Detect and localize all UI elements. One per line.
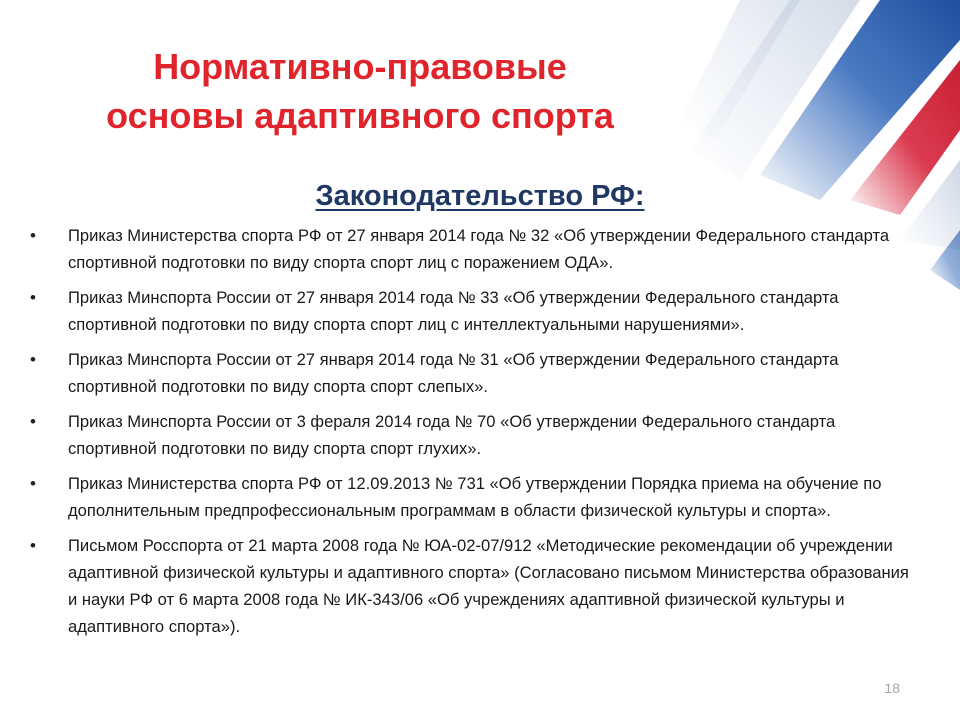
page-number: 18: [884, 680, 900, 696]
bullet-icon: •: [30, 350, 36, 369]
bullet-icon: •: [30, 474, 36, 493]
title-line-1: Нормативно-правовые: [153, 46, 567, 87]
list-item-text: Приказ Министерства спорта РФ от 12.09.2013 № 731 «Об утверждении Порядка приема на обучение по дополнительным предпрофессиональным программам в области физической культуры и спорта».: [68, 474, 882, 520]
list-item: [30, 284, 910, 338]
list-item-text: Приказ Минспорта России от 27 января 2014 года № 31 «Об утверждении Федерального стандарта спортивной подготовки по виду спорта спорт слепых».: [68, 350, 839, 396]
slide-title: [60, 42, 660, 140]
list-item: [30, 532, 910, 640]
title-line-2: основы адаптивного спорта: [106, 95, 614, 136]
legislation-list: [30, 222, 910, 648]
bullet-icon: •: [30, 412, 36, 431]
list-item-text: Письмом Росспорта от 21 марта 2008 года № ЮА-02-07/912 «Методические рекомендации об учреждении адаптивной физической культуры и адаптивного спорта» (Согласовано письмом Министерства образования и науки РФ от 6 марта 2008 года № ИК-343/06 «Об учреждениях адаптивной физической культуры и адаптивного спорта»).: [68, 536, 909, 636]
section-heading: Законодательство РФ:: [315, 180, 645, 212]
list-item-text: Приказ Минспорта России от 3 фераля 2014 года № 70 «Об утверждении Федерального стандарта спортивной подготовки по виду спорта спорт глухих».: [68, 412, 836, 458]
bullet-icon: •: [30, 288, 36, 307]
list-item: [30, 222, 910, 276]
list-item: [30, 408, 910, 462]
list-item: [30, 470, 910, 524]
bullet-icon: •: [30, 226, 36, 245]
list-item-text: Приказ Минспорта России от 27 января 2014 года № 33 «Об утверждении Федерального стандарта спортивной подготовки по виду спорта спорт лиц с интеллектуальными нарушениями».: [68, 288, 839, 334]
list-item-text: Приказ Министерства спорта РФ от 27 января 2014 года № 32 «Об утверждении Федерального стандарта спортивной подготовки по виду спорта спорт лиц с поражением ОДА».: [68, 226, 890, 272]
list-item: [30, 346, 910, 400]
bullet-icon: •: [30, 536, 36, 555]
